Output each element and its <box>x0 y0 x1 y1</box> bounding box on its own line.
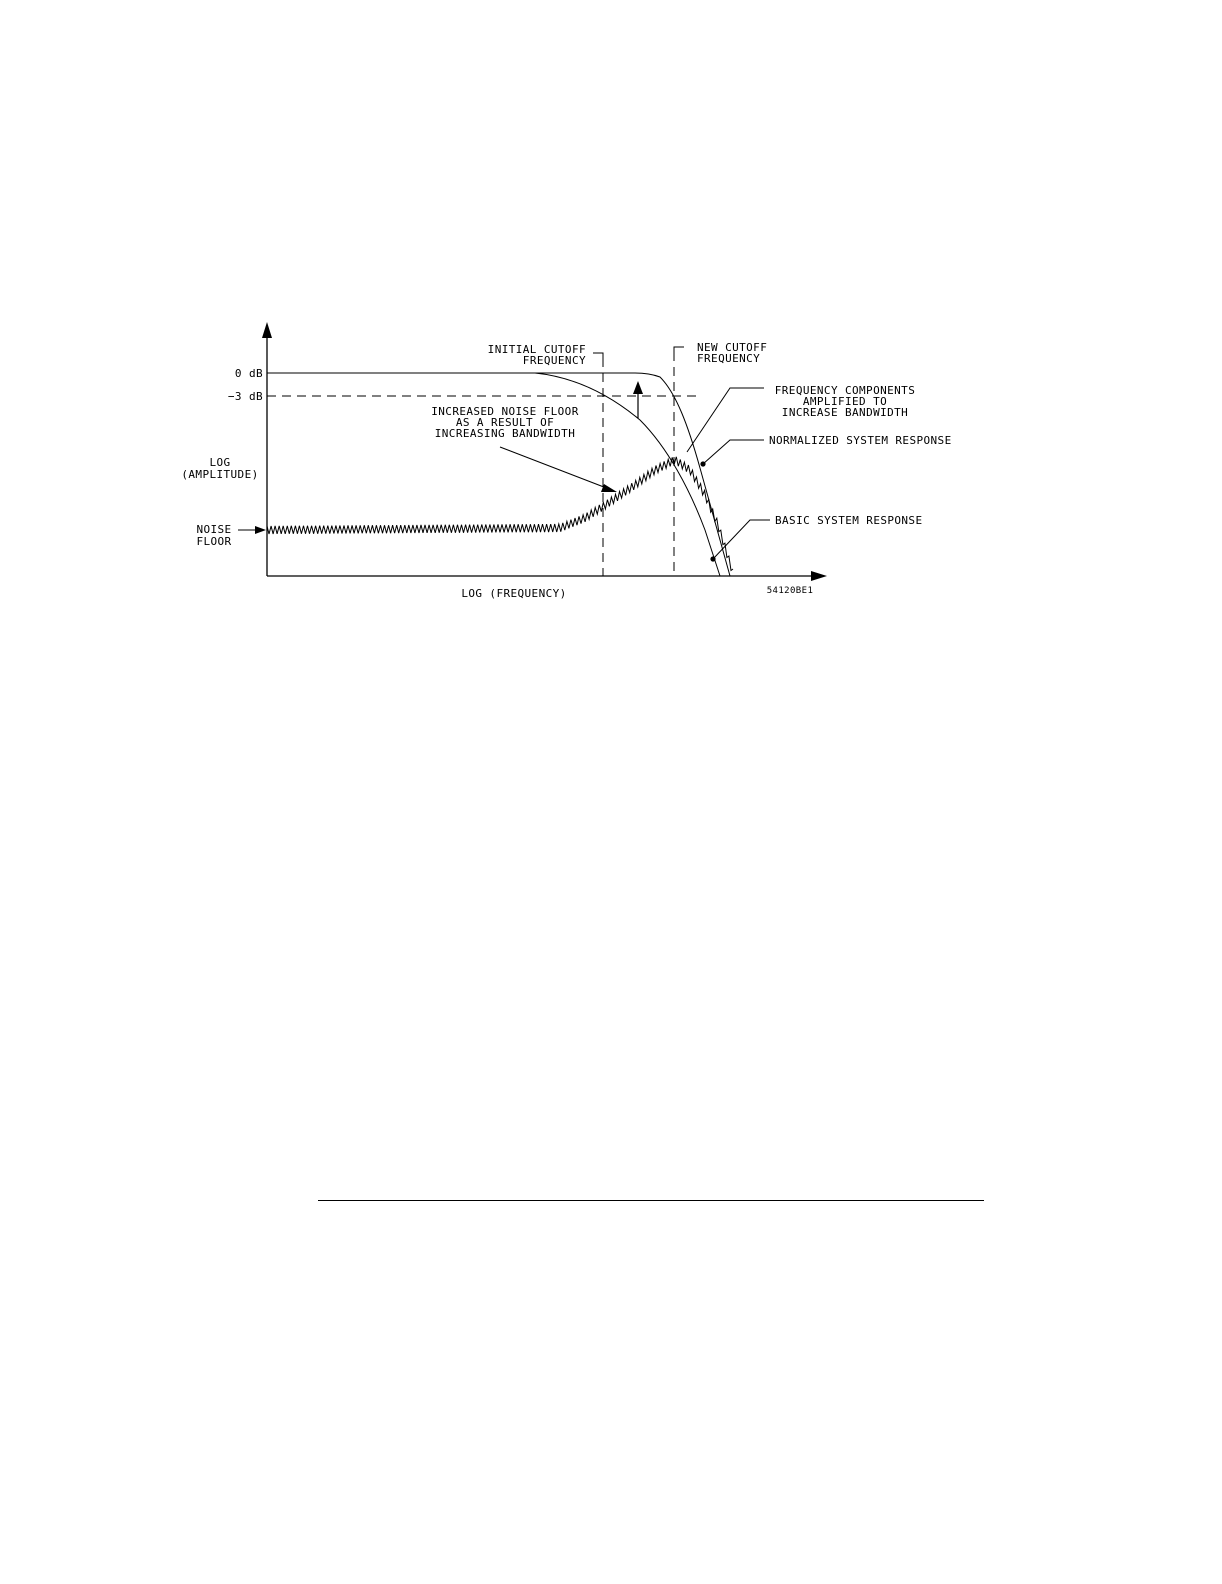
normalized-response-dot <box>700 461 705 466</box>
frequency-components-leader <box>687 388 764 452</box>
x-axis-arrow-icon <box>811 571 827 581</box>
initial-cutoff-bracket <box>593 353 603 360</box>
increased-noise-label-line3: INCREASING BANDWIDTH <box>434 427 576 440</box>
minus3-db-label: −3 dB <box>227 390 263 403</box>
y-axis-label-line2: (AMPLITUDE) <box>181 468 259 481</box>
frequency-components-label-line2: AMPLIFIED TO <box>802 395 888 408</box>
page-rule <box>318 1200 984 1201</box>
basic-response-leader <box>713 520 770 559</box>
basic-response-curve <box>535 373 720 576</box>
frequency-components-label-line1: FREQUENCY COMPONENTS <box>774 384 916 397</box>
noise-floor-label-line2: FLOOR <box>196 535 232 548</box>
initial-cutoff-label-line1: INITIAL CUTOFF <box>487 343 586 356</box>
zero-db-label: 0 dB <box>234 367 263 380</box>
figure-code: 54120BE1 <box>766 586 814 596</box>
normalized-response-leader <box>703 440 764 464</box>
y-axis-arrow-icon <box>262 322 272 338</box>
new-cutoff-label-line1: NEW CUTOFF <box>697 341 768 354</box>
y-axis-label-line1: LOG <box>209 456 231 469</box>
increased-noise-label-line1: INCREASED NOISE FLOOR <box>431 405 579 418</box>
new-cutoff-label-line2: FREQUENCY <box>697 352 761 365</box>
noise-floor-arrow-icon <box>255 526 266 534</box>
basic-response-dot <box>710 556 715 561</box>
noise-trace <box>267 457 733 571</box>
normalized-response-label: NORMALIZED SYSTEM RESPONSE <box>769 434 952 447</box>
new-cutoff-bracket <box>674 347 684 354</box>
amplification-arrow-icon <box>633 381 643 394</box>
increased-noise-leader <box>500 447 609 489</box>
noise-floor-label-line1: NOISE <box>196 523 232 536</box>
frequency-components-label-line3: INCREASE BANDWIDTH <box>781 406 909 419</box>
initial-cutoff-label-line2: FREQUENCY <box>522 354 586 367</box>
x-axis-label: LOG (FREQUENCY) <box>461 587 567 600</box>
basic-response-label: BASIC SYSTEM RESPONSE <box>775 514 923 527</box>
increased-noise-label-line2: AS A RESULT OF <box>455 416 555 429</box>
